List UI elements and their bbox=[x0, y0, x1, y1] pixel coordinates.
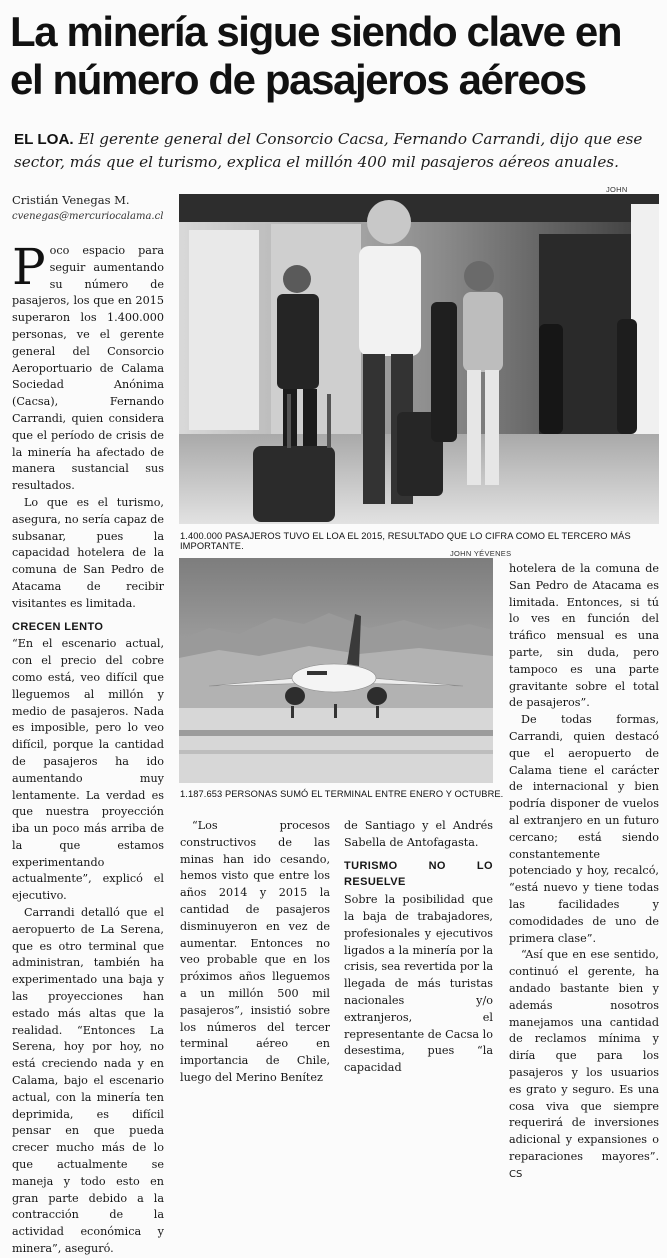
column-3 bbox=[344, 818, 493, 1077]
subhead-turismo: TURISMO NO LO RESUELVE bbox=[344, 859, 493, 889]
paragraph: Sobre la posibilidad que la baja de trabajadores, profesionales y ejecutivos ligados a la minería por la crisis, sea revertida por la llegada de más turistas nacionales y/o extranjeros, el representante de Cacsa lo desestima, pues “la capacidad bbox=[344, 893, 493, 1075]
intro-text: oco espacio para seguir aumentando su número de pasajeros, los que en 2015 superaron los 1.400.000 personas, ve el gerente general del Consorcio Aeroportuario de Calama Sociedad Anónima (Cacsa), Fernando Carrandi, quien considera que el período de crisis de la minería ha afectado de manera sustancial sus resultados. bbox=[12, 244, 164, 493]
photo1-credit: JOHN bbox=[606, 185, 628, 194]
column-1 bbox=[12, 238, 164, 1258]
photo2-credit: JOHN YÉVENES bbox=[450, 549, 512, 558]
subhead-crecen-lento: CRECEN LENTO bbox=[12, 620, 104, 633]
paragraph: Lo que es el turismo, asegura, no sería capaz de subsanar, pues la capacidad hotelera de la comuna de San Pedro de Atacama de recibir visitantes es limitada. bbox=[12, 495, 164, 610]
paragraph: “En el escenario actual, con el precio del cobre como está, veo difícil que lleguemos al millón y medio de pasajeros. Nada es imposible, pero lo veo difícil, porque la cantidad de pasajeros ha ido aumentando muy lentamente. La verdad es que nuestra proyección iba un poco más arriba de la que estamos experimentando actualmente”, explicó el ejecutivo. bbox=[12, 637, 164, 903]
closing-text: “Así que en ese sentido, continuó el gerente, ha andado bastante bien y además nosotros manejamos una cantidad de reclamos mínima y diría que para los pasajeros y los usuarios es grato y seguro. Es una cosa viva que siempre requerirá de inversiones adicional y expansiones o reparaciones mayores”. bbox=[509, 948, 659, 1163]
photo2-caption: 1.187.653 PERSONAS SUMÓ EL TERMINAL ENTRE ENERO Y OCTUBRE. bbox=[180, 789, 504, 799]
end-mark: CS bbox=[509, 1168, 523, 1180]
airplane-illustration bbox=[179, 558, 493, 783]
paragraph: Carrandi detalló que el aeropuerto de La Serena, que es otro terminal que administran, también ha experimentado una baja y las proyecciones han estado más altas que la realidad. “Entonces La Serena, hoy por hoy, no está creciendo nada y en Calama, bajo el escenario actual, con la minería ten deprimida, es difícil pensar en que pueda crecer mucho más de lo que actualmente se maneja y todo esto en gran parte debido a la contracción de la actividad económica y minera”, aseguró. bbox=[12, 906, 164, 1256]
author-name: Cristián Venegas M. bbox=[12, 193, 130, 207]
lead-kicker: EL LOA. bbox=[14, 131, 74, 148]
paragraph: “Los procesos constructivos de las minas han ido cesando, hemos visto que entre los años 2014 y 2015 la cantidad de pasajeros disminuyeron en vez de aumentar. Entonces no veo probable que en los próximos años lleguemos a un millón 500 mil pasajeros”, insistió sobre los números del tercer terminal aéreo en importancia de Chile, luego del Merino Benítez bbox=[180, 819, 330, 1084]
travelers-illustration bbox=[179, 194, 659, 524]
intro-paragraph bbox=[12, 238, 164, 495]
column-2 bbox=[180, 818, 330, 1087]
photo-travelers bbox=[179, 194, 659, 524]
photo-airplane bbox=[179, 558, 493, 783]
column-4 bbox=[509, 561, 659, 1183]
lead-paragraph bbox=[14, 128, 659, 173]
paragraph: de Santiago y el Andrés Sabella de Antofagasta. bbox=[344, 819, 493, 849]
paragraph bbox=[509, 947, 659, 1183]
paragraph: hotelera de la comuna de San Pedro de Atacama es limitada. Entonces, si tú lo ves en función del tráfico mensual es una parte, sin duda, pero tampoco es una parte gravitante sobre el total de pasajeros”. bbox=[509, 562, 659, 710]
photo1-caption: 1.400.000 PASAJEROS TUVO EL LOA EL 2015, RESULTADO QUE LO CIFRA COMO EL TERCERO MÁS IMPORTANTE. bbox=[180, 531, 631, 551]
drop-cap: P bbox=[12, 238, 46, 296]
paragraph: De todas formas, Carrandi, quien destacó que el aeropuerto de Calama tiene el carácter de internacional y bien podría disponer de vuelos al extranjero en un futuro cercano; está siendo constantemente potenciado y hoy, recalcó, “está nuevo y tiene todas las facilidades y comodidades de uno de primera clase”. bbox=[509, 713, 659, 945]
author-email: cvenegas@mercuriocalama.cl bbox=[12, 211, 164, 222]
lead-text: El gerente general del Consorcio Cacsa, Fernando Carrandi, dijo que ese sector, más que el turismo, explica el millón 400 mil pasajeros aéreos anuales. bbox=[14, 130, 643, 171]
headline: La minería sigue siendo clave en el número de pasajeros aéreos bbox=[10, 8, 622, 103]
